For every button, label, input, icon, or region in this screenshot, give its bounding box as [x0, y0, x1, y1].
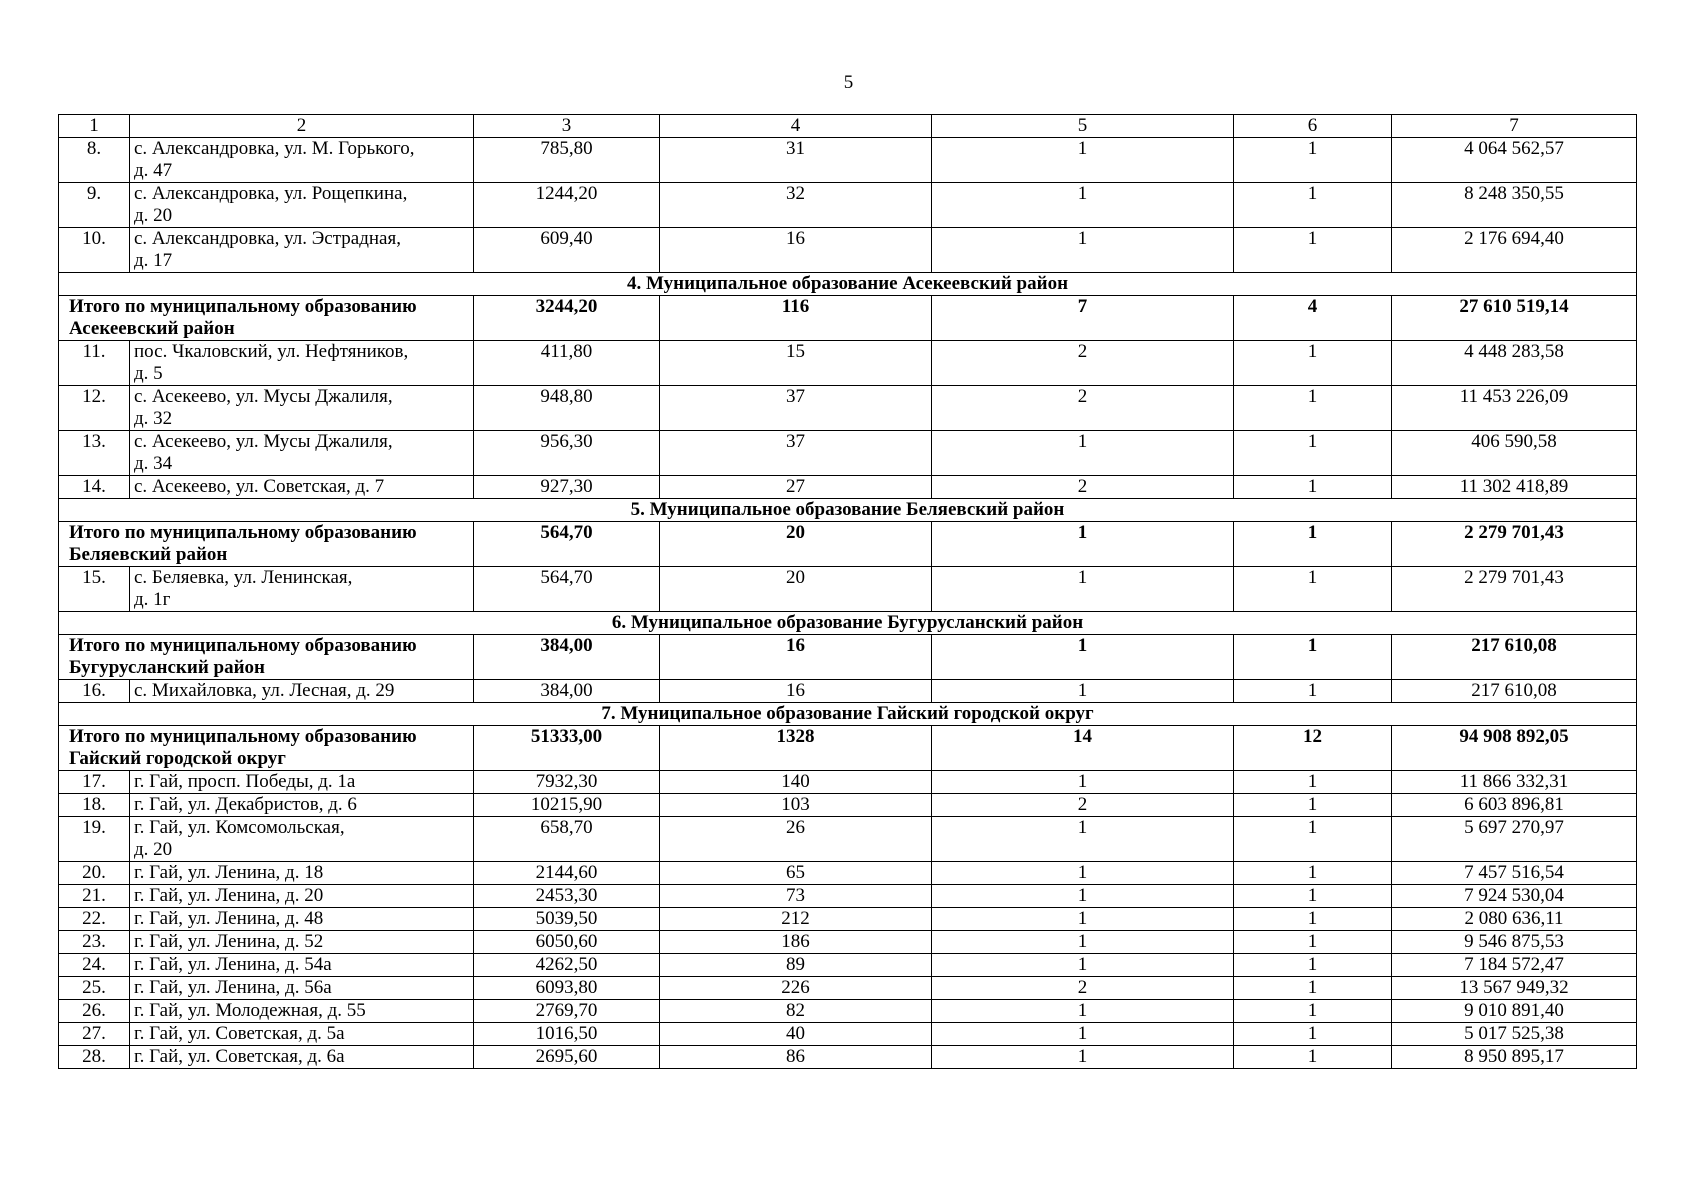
count-cell: 1 [932, 522, 1234, 567]
table-row [59, 977, 1637, 1000]
subtotal-row [59, 296, 1637, 341]
cost-cell: 4 448 283,58 [1392, 341, 1637, 386]
count-cell: 20 [660, 567, 932, 612]
text-line: д. 20 [134, 839, 173, 860]
table-row [59, 1046, 1637, 1069]
table-row [59, 862, 1637, 885]
count-cell: 1 [1234, 885, 1392, 908]
count-cell: 1 [1234, 341, 1392, 386]
count-cell: 26 [660, 817, 932, 862]
count-cell: 1 [932, 908, 1234, 931]
section-title: 6. Муниципальное образование Бугурусланский район [59, 612, 1637, 635]
row-number: 21. [59, 885, 130, 908]
count-cell: 1 [1234, 1023, 1392, 1046]
address-cell [130, 228, 474, 273]
count-cell: 1 [932, 1046, 1234, 1069]
count-cell: 1 [932, 228, 1234, 273]
count-cell: 1 [932, 771, 1234, 794]
text-line: г. Гай, ул. Советская, д. 5а [134, 1023, 345, 1044]
address-cell [130, 862, 474, 885]
area-cell: 564,70 [474, 522, 660, 567]
text-line: д. 1г [134, 589, 171, 610]
table-row [59, 680, 1637, 703]
area-cell: 4262,50 [474, 954, 660, 977]
area-cell: 384,00 [474, 680, 660, 703]
count-cell: 1 [1234, 1046, 1392, 1069]
text-line: с. Асекеево, ул. Мусы Джалиля, [134, 386, 393, 407]
address-cell [130, 567, 474, 612]
text-line: Итого по муниципальному образованию [69, 522, 417, 543]
cost-cell: 13 567 949,32 [1392, 977, 1637, 1000]
text-line: Бугурусланский район [69, 657, 265, 678]
section-header-row [59, 703, 1637, 726]
count-cell: 140 [660, 771, 932, 794]
subtotal-row [59, 522, 1637, 567]
address-cell [130, 1000, 474, 1023]
text-line: с. Михайловка, ул. Лесная, д. 29 [134, 680, 395, 701]
address-cell [130, 1023, 474, 1046]
cost-cell: 4 064 562,57 [1392, 138, 1637, 183]
count-cell: 1 [1234, 228, 1392, 273]
text-line: с. Александровка, ул. Эстрадная, [134, 228, 401, 249]
address-cell [130, 908, 474, 931]
row-number: 28. [59, 1046, 130, 1069]
page-number: 5 [843, 72, 854, 93]
cost-cell: 7 184 572,47 [1392, 954, 1637, 977]
count-cell: 1 [932, 431, 1234, 476]
area-cell: 1016,50 [474, 1023, 660, 1046]
row-number: 16. [59, 680, 130, 703]
text-line: с. Александровка, ул. М. Горького, [134, 138, 415, 159]
address-cell [130, 341, 474, 386]
text-line: г. Гай, ул. Советская, д. 6а [134, 1046, 345, 1067]
count-cell: 1 [1234, 794, 1392, 817]
column-number: 5 [932, 115, 1234, 138]
count-cell: 1 [1234, 476, 1392, 499]
column-number: 1 [59, 115, 130, 138]
cost-cell: 7 924 530,04 [1392, 885, 1637, 908]
row-number: 17. [59, 771, 130, 794]
table-row [59, 228, 1637, 273]
section-header-row [59, 499, 1637, 522]
count-cell: 1 [1234, 635, 1392, 680]
text-line: г. Гай, ул. Ленина, д. 18 [134, 862, 324, 883]
count-cell: 1 [932, 862, 1234, 885]
column-number: 2 [130, 115, 474, 138]
row-number: 23. [59, 931, 130, 954]
cost-cell: 2 080 636,11 [1392, 908, 1637, 931]
column-number: 6 [1234, 115, 1392, 138]
address-cell [130, 977, 474, 1000]
cost-cell: 406 590,58 [1392, 431, 1637, 476]
table-row [59, 567, 1637, 612]
cost-cell: 217 610,08 [1392, 680, 1637, 703]
cost-cell: 9 010 891,40 [1392, 1000, 1637, 1023]
text-line: д. 20 [134, 205, 173, 226]
column-number: 3 [474, 115, 660, 138]
table-row [59, 138, 1637, 183]
count-cell: 1 [1234, 954, 1392, 977]
column-number: 7 [1392, 115, 1637, 138]
table-row [59, 431, 1637, 476]
count-cell: 1 [1234, 567, 1392, 612]
text-line: г. Гай, ул. Ленина, д. 52 [134, 931, 324, 952]
area-cell: 956,30 [474, 431, 660, 476]
address-cell [130, 386, 474, 431]
count-cell: 1 [932, 567, 1234, 612]
cost-cell: 5 017 525,38 [1392, 1023, 1637, 1046]
column-number-row [59, 115, 1637, 138]
area-cell: 609,40 [474, 228, 660, 273]
table-row [59, 954, 1637, 977]
text-line: г. Гай, ул. Ленина, д. 54а [134, 954, 332, 975]
count-cell: 1 [932, 817, 1234, 862]
cost-cell: 2 279 701,43 [1392, 522, 1637, 567]
row-number: 25. [59, 977, 130, 1000]
count-cell: 15 [660, 341, 932, 386]
table-body [59, 115, 1637, 1069]
address-cell [130, 954, 474, 977]
count-cell: 1 [1234, 183, 1392, 228]
area-cell: 2144,60 [474, 862, 660, 885]
text-line: г. Гай, ул. Декабристов, д. 6 [134, 794, 357, 815]
row-number: 26. [59, 1000, 130, 1023]
count-cell: 1 [1234, 931, 1392, 954]
cost-cell: 27 610 519,14 [1392, 296, 1637, 341]
section-title: 7. Муниципальное образование Гайский городской округ [59, 703, 1637, 726]
area-cell: 7932,30 [474, 771, 660, 794]
subtotal-row [59, 635, 1637, 680]
count-cell: 116 [660, 296, 932, 341]
text-line: г. Гай, ул. Молодежная, д. 55 [134, 1000, 366, 1021]
cost-cell: 6 603 896,81 [1392, 794, 1637, 817]
count-cell: 82 [660, 1000, 932, 1023]
count-cell: 226 [660, 977, 932, 1000]
section-header-row [59, 612, 1637, 635]
count-cell: 2 [932, 476, 1234, 499]
cost-cell: 2 279 701,43 [1392, 567, 1637, 612]
text-line: с. Александровка, ул. Рощепкина, [134, 183, 408, 204]
count-cell: 1 [1234, 862, 1392, 885]
address-cell [130, 817, 474, 862]
table-row [59, 183, 1637, 228]
count-cell: 16 [660, 680, 932, 703]
area-cell: 2453,30 [474, 885, 660, 908]
area-cell: 785,80 [474, 138, 660, 183]
count-cell: 65 [660, 862, 932, 885]
area-cell: 658,70 [474, 817, 660, 862]
count-cell: 1 [1234, 977, 1392, 1000]
table-row [59, 794, 1637, 817]
count-cell: 1 [1234, 431, 1392, 476]
subtotal-label [59, 296, 474, 341]
count-cell: 1 [1234, 817, 1392, 862]
count-cell: 12 [1234, 726, 1392, 771]
housing-table [58, 114, 1637, 1069]
count-cell: 1 [932, 680, 1234, 703]
table-row [59, 908, 1637, 931]
text-line: д. 47 [134, 160, 173, 181]
address-cell [130, 794, 474, 817]
count-cell: 32 [660, 183, 932, 228]
count-cell: 37 [660, 386, 932, 431]
row-number: 22. [59, 908, 130, 931]
count-cell: 16 [660, 228, 932, 273]
count-cell: 1 [932, 931, 1234, 954]
text-line: пос. Чкаловский, ул. Нефтяников, [134, 341, 409, 362]
text-line: Беляевский район [69, 544, 228, 565]
section-header-row [59, 273, 1637, 296]
subtotal-label [59, 726, 474, 771]
row-number: 24. [59, 954, 130, 977]
column-number: 4 [660, 115, 932, 138]
text-line: с. Асекеево, ул. Советская, д. 7 [134, 476, 385, 497]
count-cell: 1 [932, 1000, 1234, 1023]
count-cell: 2 [932, 977, 1234, 1000]
table-row [59, 386, 1637, 431]
text-line: г. Гай, ул. Ленина, д. 56а [134, 977, 332, 998]
count-cell: 40 [660, 1023, 932, 1046]
text-line: д. 17 [134, 250, 173, 271]
text-line: Итого по муниципальному образованию [69, 635, 417, 656]
count-cell: 1 [1234, 522, 1392, 567]
cost-cell: 11 453 226,09 [1392, 386, 1637, 431]
text-line: д. 5 [134, 363, 163, 384]
table-row [59, 817, 1637, 862]
subtotal-row [59, 726, 1637, 771]
count-cell: 186 [660, 931, 932, 954]
area-cell: 51333,00 [474, 726, 660, 771]
count-cell: 212 [660, 908, 932, 931]
count-cell: 2 [932, 386, 1234, 431]
address-cell [130, 771, 474, 794]
cost-cell: 8 950 895,17 [1392, 1046, 1637, 1069]
table-row [59, 1023, 1637, 1046]
count-cell: 86 [660, 1046, 932, 1069]
area-cell: 2695,60 [474, 1046, 660, 1069]
table-row [59, 931, 1637, 954]
count-cell: 31 [660, 138, 932, 183]
address-cell [130, 680, 474, 703]
address-cell [130, 138, 474, 183]
text-line: Итого по муниципальному образованию [69, 726, 417, 747]
area-cell: 6093,80 [474, 977, 660, 1000]
count-cell: 1 [1234, 386, 1392, 431]
table-row [59, 885, 1637, 908]
row-number: 19. [59, 817, 130, 862]
count-cell: 2 [932, 794, 1234, 817]
address-cell [130, 431, 474, 476]
count-cell: 1 [1234, 138, 1392, 183]
count-cell: 16 [660, 635, 932, 680]
count-cell: 1 [932, 183, 1234, 228]
row-number: 20. [59, 862, 130, 885]
count-cell: 37 [660, 431, 932, 476]
text-line: с. Асекеево, ул. Мусы Джалиля, [134, 431, 393, 452]
row-number: 13. [59, 431, 130, 476]
area-cell: 948,80 [474, 386, 660, 431]
count-cell: 14 [932, 726, 1234, 771]
count-cell: 89 [660, 954, 932, 977]
table-row [59, 771, 1637, 794]
row-number: 27. [59, 1023, 130, 1046]
row-number: 18. [59, 794, 130, 817]
cost-cell: 11 866 332,31 [1392, 771, 1637, 794]
area-cell: 564,70 [474, 567, 660, 612]
row-number: 8. [59, 138, 130, 183]
address-cell [130, 885, 474, 908]
text-line: г. Гай, ул. Ленина, д. 48 [134, 908, 324, 929]
row-number: 15. [59, 567, 130, 612]
address-cell [130, 476, 474, 499]
section-title: 5. Муниципальное образование Беляевский район [59, 499, 1637, 522]
area-cell: 6050,60 [474, 931, 660, 954]
cost-cell: 11 302 418,89 [1392, 476, 1637, 499]
subtotal-label [59, 522, 474, 567]
cost-cell: 9 546 875,53 [1392, 931, 1637, 954]
cost-cell: 217 610,08 [1392, 635, 1637, 680]
area-cell: 927,30 [474, 476, 660, 499]
count-cell: 1 [932, 635, 1234, 680]
area-cell: 3244,20 [474, 296, 660, 341]
count-cell: 1 [932, 954, 1234, 977]
count-cell: 2 [932, 341, 1234, 386]
text-line: д. 32 [134, 408, 173, 429]
text-line: г. Гай, ул. Комсомольская, [134, 817, 345, 838]
text-line: Асекеевский район [69, 318, 235, 339]
count-cell: 1 [1234, 680, 1392, 703]
count-cell: 1 [1234, 908, 1392, 931]
count-cell: 73 [660, 885, 932, 908]
count-cell: 1328 [660, 726, 932, 771]
cost-cell: 5 697 270,97 [1392, 817, 1637, 862]
cost-cell: 94 908 892,05 [1392, 726, 1637, 771]
address-cell [130, 1046, 474, 1069]
count-cell: 1 [1234, 771, 1392, 794]
count-cell: 27 [660, 476, 932, 499]
address-cell [130, 931, 474, 954]
text-line: с. Беляевка, ул. Ленинская, [134, 567, 353, 588]
row-number: 9. [59, 183, 130, 228]
count-cell: 20 [660, 522, 932, 567]
count-cell: 1 [932, 138, 1234, 183]
text-line: г. Гай, ул. Ленина, д. 20 [134, 885, 324, 906]
row-number: 14. [59, 476, 130, 499]
count-cell: 1 [932, 1023, 1234, 1046]
area-cell: 384,00 [474, 635, 660, 680]
text-line: д. 34 [134, 453, 173, 474]
row-number: 12. [59, 386, 130, 431]
count-cell: 7 [932, 296, 1234, 341]
subtotal-label [59, 635, 474, 680]
text-line: Итого по муниципальному образованию [69, 296, 417, 317]
section-title: 4. Муниципальное образование Асекеевский район [59, 273, 1637, 296]
area-cell: 10215,90 [474, 794, 660, 817]
count-cell: 103 [660, 794, 932, 817]
cost-cell: 8 248 350,55 [1392, 183, 1637, 228]
text-line: г. Гай, просп. Победы, д. 1а [134, 771, 356, 792]
area-cell: 411,80 [474, 341, 660, 386]
count-cell: 1 [932, 885, 1234, 908]
area-cell: 2769,70 [474, 1000, 660, 1023]
address-cell [130, 183, 474, 228]
table-row [59, 341, 1637, 386]
row-number: 11. [59, 341, 130, 386]
table-row [59, 476, 1637, 499]
area-cell: 5039,50 [474, 908, 660, 931]
area-cell: 1244,20 [474, 183, 660, 228]
row-number: 10. [59, 228, 130, 273]
count-cell: 4 [1234, 296, 1392, 341]
cost-cell: 7 457 516,54 [1392, 862, 1637, 885]
table-row [59, 1000, 1637, 1023]
text-line: Гайский городской округ [69, 748, 286, 769]
count-cell: 1 [1234, 1000, 1392, 1023]
cost-cell: 2 176 694,40 [1392, 228, 1637, 273]
